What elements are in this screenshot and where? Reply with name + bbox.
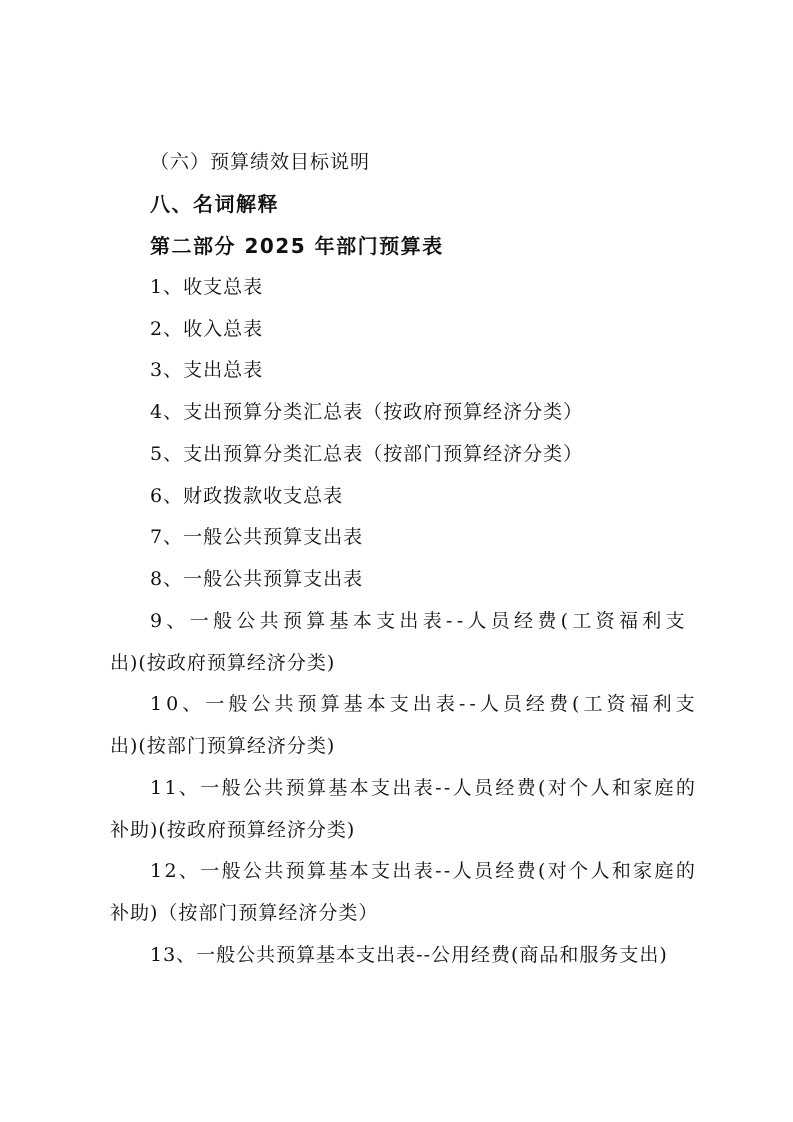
list-item-11-line2: 补助)(按政府预算经济分类)	[110, 819, 356, 841]
list-item: 2、收入总表	[150, 318, 264, 340]
heading-eight-glossary: 八、名词解释	[150, 192, 279, 216]
list-item-13-line1: 13、一般公共预算基本支出表--公用经费(商品和服务支出)	[150, 944, 668, 966]
list-item-10-line2: 出)(按部门预算经济分类)	[110, 735, 336, 757]
list-item-12-line1: 12、一般公共预算基本支出表--人员经费(对个人和家庭的	[150, 860, 698, 882]
list-item-10-line1: 10、一般公共预算基本支出表--人员经费(工资福利支	[150, 693, 699, 715]
list-item-11-line1: 11、一般公共预算基本支出表--人员经费(对个人和家庭的	[150, 777, 698, 799]
section-six-heading: （六）预算绩效目标说明	[150, 151, 371, 173]
part-two-title: 第二部分 2025 年部门预算表	[150, 234, 444, 258]
list-item: 3、支出总表	[150, 359, 264, 381]
list-item: 8、一般公共预算支出表	[150, 568, 364, 590]
list-item: 1、收支总表	[150, 276, 264, 298]
list-item: 6、财政拨款收支总表	[150, 485, 344, 507]
list-item: 4、支出预算分类汇总表（按政府预算经济分类）	[150, 401, 584, 423]
list-item-12-line2: 补助)（按部门预算经济分类）	[110, 902, 379, 924]
list-item-9-line2: 出)(按政府预算经济分类)	[110, 652, 336, 674]
list-item-9-line1: 9、一般公共预算基本支出表--人员经费(工资福利支	[150, 610, 689, 632]
list-item: 7、一般公共预算支出表	[150, 526, 364, 548]
list-item: 5、支出预算分类汇总表（按部门预算经济分类）	[150, 443, 584, 465]
